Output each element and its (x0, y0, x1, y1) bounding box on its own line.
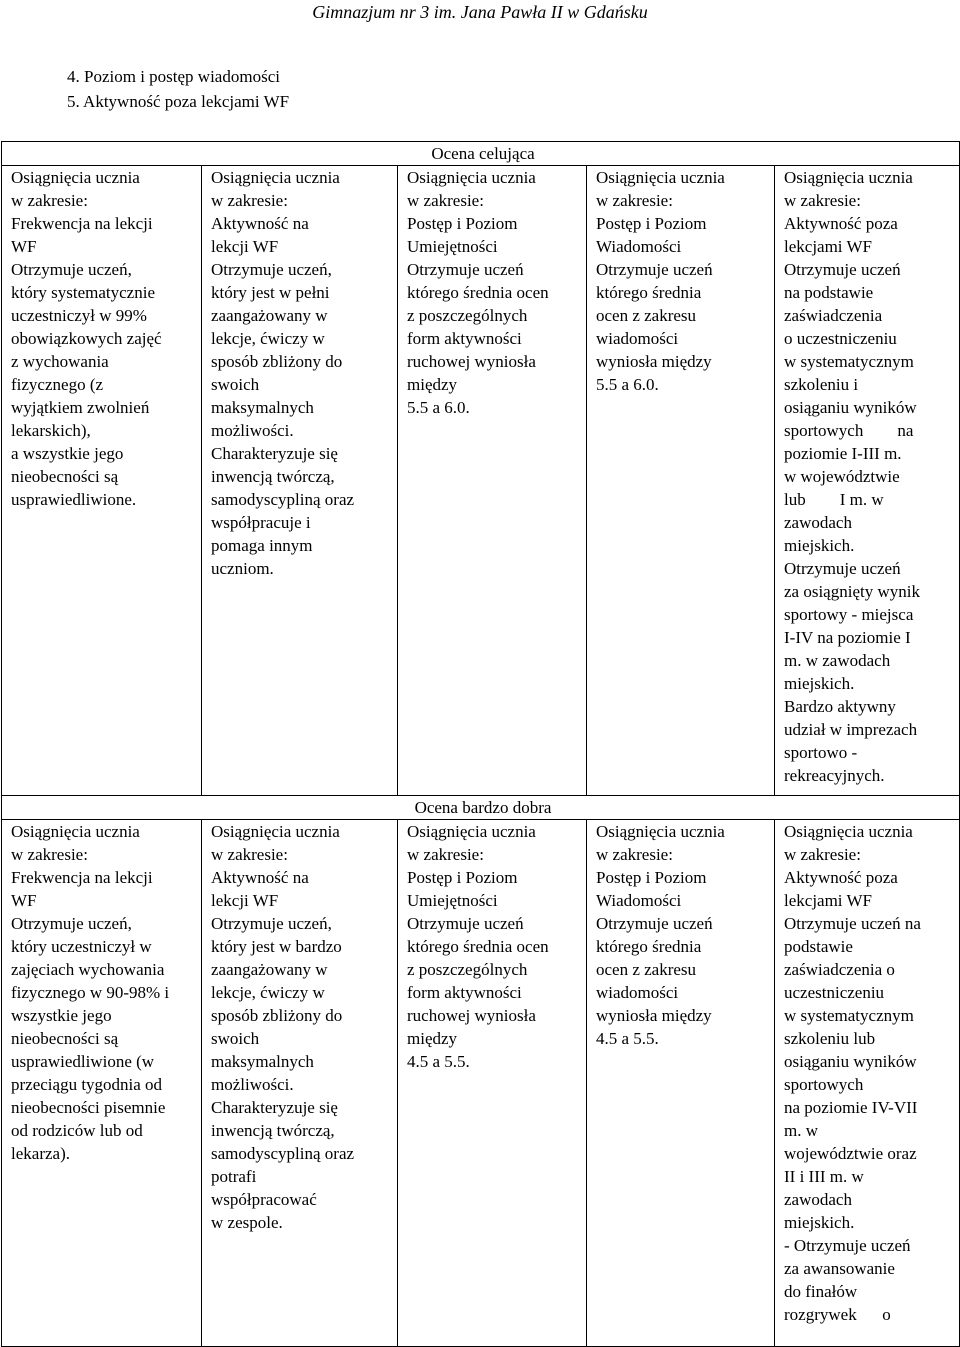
cell-line: uczestniczył w 99% (11, 306, 147, 325)
cell-line: 5.5 a 6.0. (407, 398, 470, 417)
cell-line: wyjątkiem zwolnień (11, 398, 150, 417)
cell-line: szkoleniu lub (784, 1029, 876, 1048)
cell-line: swoich (211, 1029, 260, 1048)
cell-line: który systematycznie (11, 283, 155, 302)
cell-line: zaświadczenia (784, 306, 883, 325)
cell-line: możliwości. (211, 1075, 294, 1094)
cell-line: wiadomości (596, 329, 679, 348)
cell-line: Frekwencja na lekcji (11, 214, 153, 233)
grading-table (1, 141, 960, 1347)
cell-line: Otrzymuje uczeń, (211, 260, 332, 279)
cell-line: Osiągnięcia ucznia (407, 168, 536, 187)
cell-line: ocen z zakresu (596, 960, 697, 979)
cell-line: maksymalnych (211, 398, 314, 417)
cell-line: Otrzymuje uczeń, (211, 914, 332, 933)
cell-line: w zakresie: (596, 191, 673, 210)
cell-line: sportowych na (784, 421, 914, 440)
cell-line: fizycznego w 90-98% i (11, 983, 170, 1002)
cell-line: który jest w pełni (211, 283, 330, 302)
cell-line: Umiejętności (407, 237, 498, 256)
cell-line: w zespole. (211, 1213, 283, 1232)
cell-line: Aktywność poza (784, 868, 898, 887)
cell-line: fizycznego (z (11, 375, 104, 394)
cell-line: w województwie (784, 467, 900, 486)
cell-line: samodyscypliną oraz (211, 1144, 355, 1163)
cell-umiejetnosci (398, 820, 587, 1347)
cell-line: w systematycznym (784, 352, 914, 371)
cell-line: II i III m. w (784, 1167, 864, 1186)
cell-line: między (407, 1029, 458, 1048)
cell-line: w zakresie: (211, 845, 288, 864)
cell-line: podstawie (784, 937, 853, 956)
cell-line: zaangażowany w (211, 306, 328, 325)
cell-line: w zakresie: (11, 845, 88, 864)
cell-line: lekcje, ćwiczy w (211, 983, 325, 1002)
cell-line: współpracować (211, 1190, 317, 1209)
cell-line: w zakresie: (11, 191, 88, 210)
cell-line: miejskich. (784, 674, 855, 693)
cell-line: miejskich. (784, 536, 855, 555)
cell-line: lekarza). (11, 1144, 70, 1163)
cell-line: m. w zawodach (784, 651, 891, 670)
cell-line: w zakresie: (407, 845, 484, 864)
cell-line: w zakresie: (407, 191, 484, 210)
cell-line: Postęp i Poziom (596, 868, 707, 887)
cell-line: miejskich. (784, 1213, 855, 1232)
cell-line: Wiadomości (596, 237, 682, 256)
cell-line: 4.5 a 5.5. (596, 1029, 659, 1048)
cell-aktywnosc-poza (775, 166, 960, 796)
cell-line: zaświadczenia o (784, 960, 895, 979)
cell-line: zawodach (784, 513, 852, 532)
cell-line: zaangażowany w (211, 960, 328, 979)
cell-line: inwencją twórczą, (211, 1121, 335, 1140)
cell-line: I-IV na poziomie I (784, 628, 911, 647)
cell-line: który jest w bardzo (211, 937, 342, 956)
cell-wiadomosci (587, 166, 775, 796)
topic-list (67, 64, 289, 114)
cell-line: wyniosła między (596, 1006, 712, 1025)
cell-umiejetnosci (398, 166, 587, 796)
cell-line: - Otrzymuje uczeń (784, 1236, 911, 1255)
cell-line: form aktywności (407, 983, 522, 1002)
cell-line: w zakresie: (596, 845, 673, 864)
cell-line: lekcji WF (211, 891, 279, 910)
cell-line: w zakresie: (784, 845, 861, 864)
section-title-celujaca: Ocena celująca (2, 142, 960, 166)
cell-line: lekarskich), (11, 421, 91, 440)
cell-line: Otrzymuje uczeń (784, 260, 901, 279)
cell-line: Umiejętności (407, 891, 498, 910)
cell-line: osiąganiu wyników (784, 398, 917, 417)
cell-frekwencja (2, 166, 202, 796)
cell-line: do finałów (784, 1282, 858, 1301)
cell-line: nieobecności są (11, 1029, 119, 1048)
cell-line: na podstawie (784, 283, 874, 302)
cell-line: Osiągnięcia ucznia (407, 822, 536, 841)
cell-line: WF (11, 237, 37, 256)
cell-line: którego średnia ocen (407, 283, 549, 302)
cell-line: w zakresie: (211, 191, 288, 210)
cell-line: lekcjami WF (784, 891, 872, 910)
cell-line: Osiągnięcia ucznia (596, 168, 725, 187)
cell-line: Osiągnięcia ucznia (11, 822, 140, 841)
cell-line: Osiągnięcia ucznia (784, 822, 913, 841)
cell-line: Postęp i Poziom (407, 868, 518, 887)
cell-line: szkoleniu i (784, 375, 859, 394)
page-header: Gimnazjum nr 3 im. Jana Pawła II w Gdańsku (312, 2, 648, 22)
cell-line: przeciągu tygodnia od (11, 1075, 163, 1094)
cell-line: 5.5 a 6.0. (596, 375, 659, 394)
cell-line: od rodziców lub od (11, 1121, 143, 1140)
cell-frekwencja (2, 820, 202, 1347)
cell-line: nieobecności są (11, 467, 119, 486)
cell-line: z poszczególnych (407, 306, 528, 325)
cell-line: sportowych (784, 1075, 864, 1094)
cell-line: sposób zbliżony do (211, 352, 343, 371)
cell-line: nieobecności pisemnie (11, 1098, 166, 1117)
cell-line: sposób zbliżony do (211, 1006, 343, 1025)
list-item: 5. Aktywność poza lekcjami WF (67, 92, 290, 111)
cell-line: Charakteryzuje się (211, 444, 338, 463)
cell-line: maksymalnych (211, 1052, 314, 1071)
cell-line: Postęp i Poziom (596, 214, 707, 233)
cell-line: w systematycznym (784, 1006, 914, 1025)
cell-line: Aktywność poza (784, 214, 898, 233)
table-row (2, 166, 960, 796)
cell-line: Charakteryzuje się (211, 1098, 338, 1117)
cell-line: Osiągnięcia ucznia (784, 168, 913, 187)
list-item: 4. Poziom i postęp wiadomości (67, 67, 280, 86)
cell-line: udział w imprezach (784, 720, 918, 739)
cell-line: Otrzymuje uczeń (407, 914, 524, 933)
cell-line: swoich (211, 375, 260, 394)
cell-line: za osiągnięty wynik (784, 582, 920, 601)
cell-line: Otrzymuje uczeń na (784, 914, 921, 933)
cell-line: Osiągnięcia ucznia (596, 822, 725, 841)
cell-line: który uczestniczył w (11, 937, 152, 956)
cell-line: na poziomie IV-VII (784, 1098, 918, 1117)
cell-line: Otrzymuje uczeń (596, 914, 713, 933)
cell-line: Osiągnięcia ucznia (211, 168, 340, 187)
cell-line: WF (11, 891, 37, 910)
cell-line: Otrzymuje uczeń (784, 559, 901, 578)
cell-aktywnosc-poza (775, 820, 960, 1347)
cell-line: uczniom. (211, 559, 274, 578)
cell-line: z wychowania (11, 352, 109, 371)
cell-line: usprawiedliwione. (11, 490, 137, 509)
cell-aktywnosc-na-lekcji (202, 166, 398, 796)
cell-line: uczestniczeniu (784, 983, 885, 1002)
cell-line: Osiągnięcia ucznia (211, 822, 340, 841)
cell-line: form aktywności (407, 329, 522, 348)
cell-line: z poszczególnych (407, 960, 528, 979)
cell-line: ruchowej wyniosła (407, 1006, 536, 1025)
cell-line: Bardzo aktywny (784, 697, 896, 716)
cell-line: między (407, 375, 458, 394)
cell-line: sportowy - miejsca (784, 605, 914, 624)
cell-aktywnosc-na-lekcji (202, 820, 398, 1347)
cell-line: którego średnia (596, 283, 702, 302)
cell-line: lub I m. w (784, 490, 884, 509)
table-row (2, 820, 960, 1347)
cell-line: poziomie I-III m. (784, 444, 902, 463)
cell-line: rekreacyjnych. (784, 766, 885, 785)
cell-line: ocen z zakresu (596, 306, 697, 325)
cell-line: zajęciach wychowania (11, 960, 165, 979)
cell-line: Frekwencja na lekcji (11, 868, 153, 887)
cell-line: wyniosła między (596, 352, 712, 371)
cell-line: Otrzymuje uczeń (596, 260, 713, 279)
cell-line: osiąganiu wyników (784, 1052, 917, 1071)
cell-line: Otrzymuje uczeń, (11, 914, 132, 933)
cell-line: rozgrywek o (784, 1305, 891, 1324)
cell-line: ruchowej wyniosła (407, 352, 536, 371)
cell-line: lekcje, ćwiczy w (211, 329, 325, 348)
cell-line: którego średnia ocen (407, 937, 549, 956)
cell-line: pomaga innym (211, 536, 313, 555)
cell-line: za awansowanie (784, 1259, 895, 1278)
cell-line: Otrzymuje uczeń (407, 260, 524, 279)
cell-line: Aktywność na (211, 868, 309, 887)
cell-line: lekcjami WF (784, 237, 872, 256)
cell-line: samodyscypliną oraz (211, 490, 355, 509)
cell-line: województwie oraz (784, 1144, 917, 1163)
cell-line: możliwości. (211, 421, 294, 440)
cell-line: m. w (784, 1121, 818, 1140)
cell-line: 4.5 a 5.5. (407, 1052, 470, 1071)
cell-line: Otrzymuje uczeń, (11, 260, 132, 279)
section-title-bardzo-dobra: Ocena bardzo dobra (2, 796, 960, 820)
cell-line: wiadomości (596, 983, 679, 1002)
cell-line: zawodach (784, 1190, 852, 1209)
cell-line: a wszystkie jego (11, 444, 124, 463)
cell-line: Aktywność na (211, 214, 309, 233)
cell-line: sportowo - (784, 743, 858, 762)
cell-line: współpracuje i (211, 513, 311, 532)
cell-line: Wiadomości (596, 891, 682, 910)
cell-line: o uczestniczeniu (784, 329, 897, 348)
cell-line: inwencją twórczą, (211, 467, 335, 486)
cell-line: usprawiedliwione (w (11, 1052, 155, 1071)
cell-line: obowiązkowych zajęć (11, 329, 162, 348)
cell-line: w zakresie: (784, 191, 861, 210)
cell-line: potrafi (211, 1167, 257, 1186)
cell-wiadomosci (587, 820, 775, 1347)
cell-line: Osiągnięcia ucznia (11, 168, 140, 187)
cell-line: wszystkie jego (11, 1006, 112, 1025)
cell-line: którego średnia (596, 937, 702, 956)
cell-line: Postęp i Poziom (407, 214, 518, 233)
cell-line: lekcji WF (211, 237, 279, 256)
